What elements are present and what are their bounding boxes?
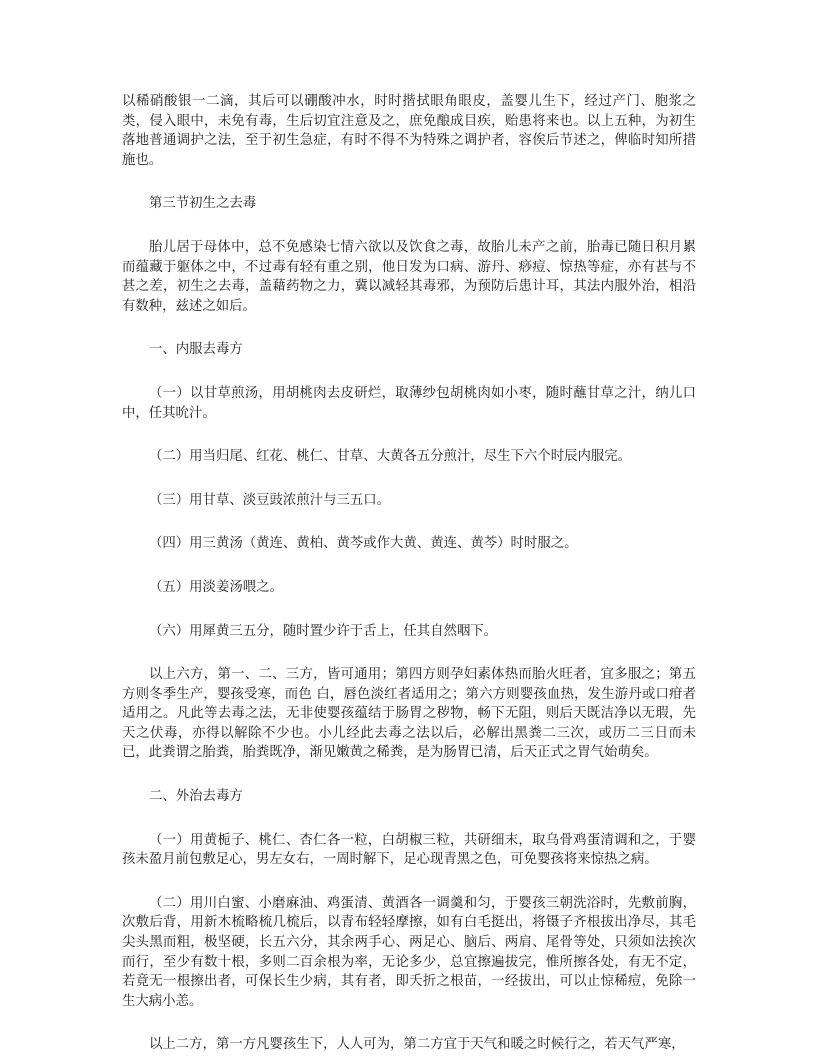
paragraph-external-summary: 以上二方，第一方凡婴孩生下，人人可为，第二方宜于天气和暖之时候行之，若天气严寒， [149, 1037, 685, 1053]
internal-remedy-4: （四）用三黄汤（黄连、黄柏、黄芩或作大黄、黄连、黄芩）时时服之。 [149, 536, 578, 552]
internal-remedy-1: （一）以甘草煎汤，用胡桃肉去皮研烂，取薄纱包胡桃肉如小枣，随时蘸甘草之汁，纳儿口中，任其吮汁。 [122, 385, 696, 421]
internal-remedy-5: （五）用淡姜汤喂之。 [149, 579, 283, 595]
internal-remedy-2: （二）用当归尾、红花、桃仁、甘草、大黄各五分煎汁，尽生下六个时辰内服完。 [149, 449, 632, 465]
paragraph-internal-summary: 以上六方，第一、二、三方，皆可通用；第四方则孕妇素体热而胎火旺者，宜多服之；第五方则冬季生产，婴孩受寒，而色 白，唇色淡红者适用之；第六方则婴孩血热，发生游丹或口疳者适用之。凡此等去毒之法，无非使婴孩蕴结于肠胃之秽物，畅下无阻，则后天既洁净以无瑕，先天之伏毒，亦得以解除不少也。小儿经此去毒之法以后，必解出黑粪二三次，或历二三日而未已，此粪谓之胎粪，胎粪既净，渐见嫩黄之稀粪，是为肠胃已清，后天正式之胃气始萌矣。 [122, 667, 696, 761]
internal-remedy-3: （三）用甘草、淡豆豉浓煎汁与三五口。 [149, 492, 391, 508]
external-remedy-1: （一）用黄栀子、桃仁、杏仁各一粒，白胡椒三粒，共研细末，取乌骨鸡蛋清调和之，于婴孩未盈月前包敷足心，男左女右，一周时解下，足心现青黑之色，可免婴孩将来惊热之病。 [122, 832, 696, 868]
section-title: 第三节初生之去毒 [149, 196, 257, 212]
subheading-internal-detox: 一、内服去毒方 [149, 342, 243, 358]
document-page [122, 92, 696, 1055]
paragraph-newborn-eye-care: 以稀硝酸银一二滴，其后可以硼酸冲水，时时揩拭眼角眼皮，盖婴儿生下，经过产门、胞浆之类，侵入眼中，未免有毒，生后切宜注意及之，庶免酿成目疾，贻患将来也。以上五种，为初生落地普通调护之法，至于初生急症，有时不得不为特殊之调护者，容俟后节述之，俾临时知所措施也。 [122, 94, 696, 168]
internal-remedy-6: （六）用犀黄三五分，随时置少许于舌上，任其自然咽下。 [149, 623, 498, 639]
external-remedy-2: （二）用川白蜜、小磨麻油、鸡蛋清、黄酒各一调羹和匀，于婴孩三朝洗浴时，先敷前胸，次敷后背，用新木梳略梳几梳后，以青布轻轻摩擦，如有白毛挺出，将镊子齐根拔出净尽，其毛尖头黑而粗，极坚硬，长五六分，其余两手心、两足心、脑后、两肩、尾骨等处，只须如法挨次而行，至少有数十根，多则二百余根为率，无论多少，总宜擦遍拔完，惟所擦各处，有无不定，若竟无一根擦出者，可保长生少病，其有者，即夭折之根苗，一经拔出，可以止惊稀痘，免除一生大病小恙。 [122, 895, 696, 1009]
subheading-external-detox: 二、外治去毒方 [149, 789, 243, 805]
paragraph-detox-intro: 胎儿居于母体中，总不免感染七情六欲以及饮食之毒，故胎儿未产之前，胎毒已随日积月累而蕴藏于躯体之中，不过毒有轻有重之别，他日发为口病、游丹、痧痘、惊热等症，亦有甚与不甚之差，初生之去毒，盖藉药物之力，冀以减轻其毒邪，为预防后患计耳，其法内服外治，相沿有数种，兹述之如后。 [122, 239, 696, 314]
